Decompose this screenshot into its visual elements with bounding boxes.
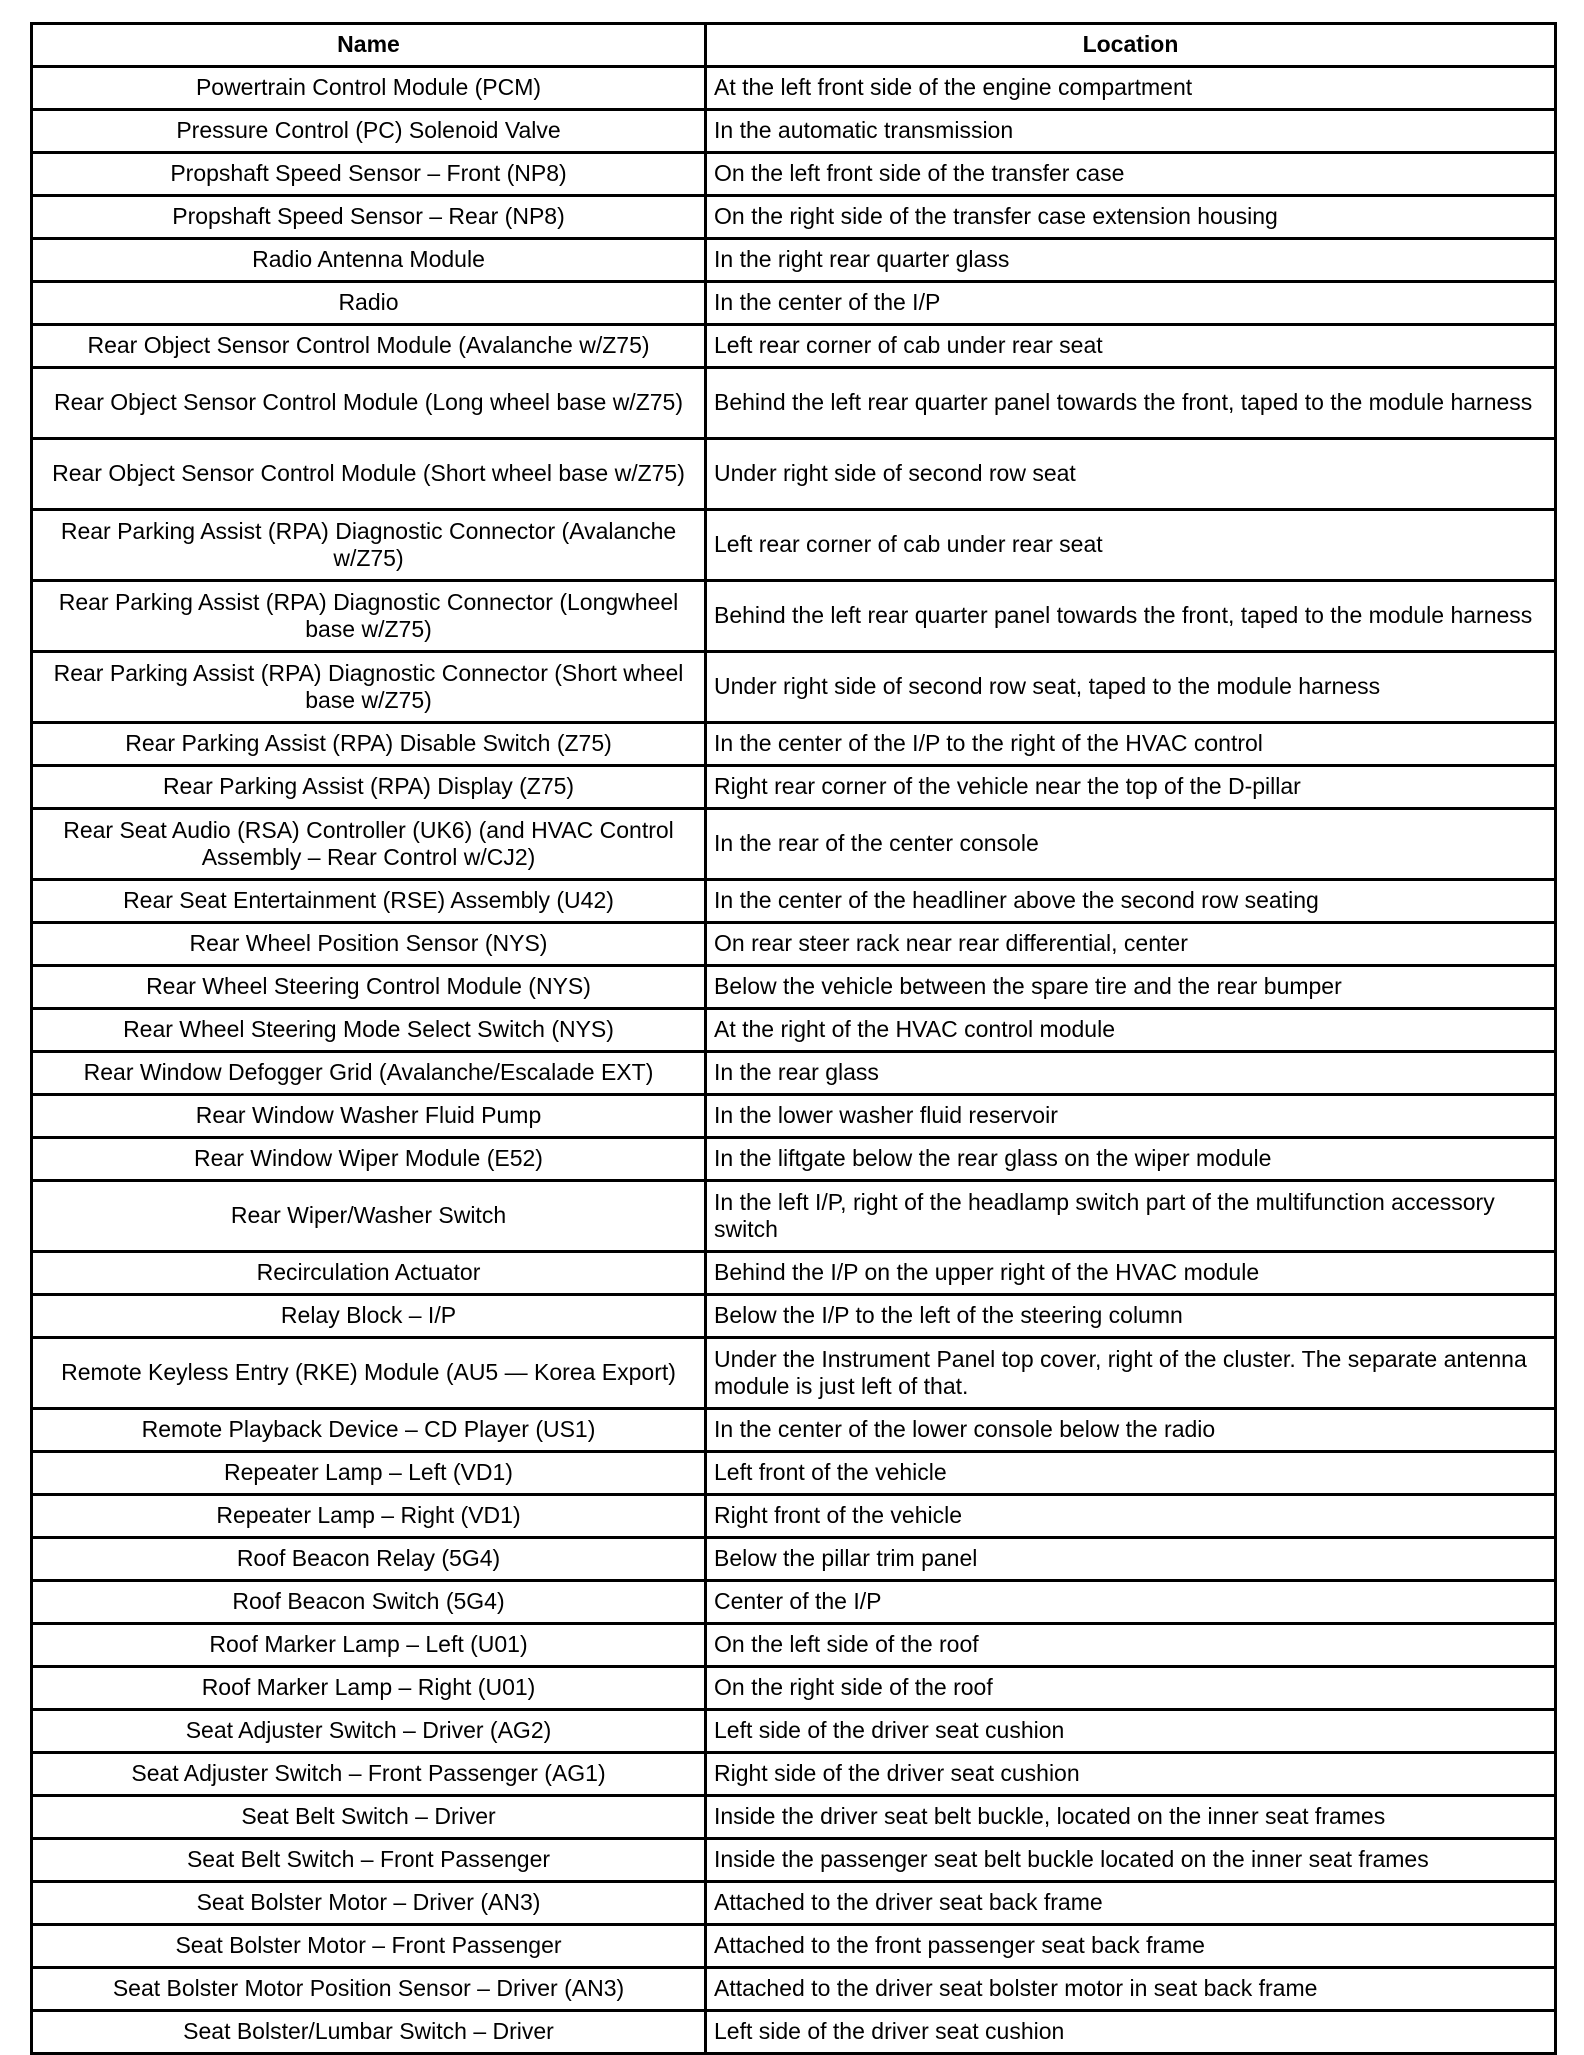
header-row	[32, 24, 1556, 67]
table-row	[32, 1968, 1556, 2011]
component-location: Behind the left rear quarter panel towards the front, taped to the module harness	[706, 581, 1556, 652]
component-name: Rear Parking Assist (RPA) Disable Switch (Z75)	[32, 723, 706, 766]
component-name: Rear Parking Assist (RPA) Diagnostic Connector (Avalanche w/Z75)	[32, 510, 706, 581]
table-row	[32, 1052, 1556, 1095]
component-location: In the right rear quarter glass	[706, 239, 1556, 282]
component-name: Propshaft Speed Sensor – Rear (NP8)	[32, 196, 706, 239]
component-location: Left rear corner of cab under rear seat	[706, 510, 1556, 581]
component-name: Rear Parking Assist (RPA) Diagnostic Connector (Longwheel base w/Z75)	[32, 581, 706, 652]
component-name: Relay Block – I/P	[32, 1295, 706, 1338]
table-row	[32, 1009, 1556, 1052]
table-row	[32, 1138, 1556, 1181]
component-name: Repeater Lamp – Left (VD1)	[32, 1452, 706, 1495]
table-row	[32, 1495, 1556, 1538]
table-row	[32, 1710, 1556, 1753]
component-name: Radio Antenna Module	[32, 239, 706, 282]
component-location: Left side of the driver seat cushion	[706, 1710, 1556, 1753]
component-name: Rear Seat Audio (RSA) Controller (UK6) (and HVAC Control Assembly – Rear Control w/CJ2)	[32, 809, 706, 880]
table-row	[32, 110, 1556, 153]
component-location: On the right side of the transfer case extension housing	[706, 196, 1556, 239]
component-name: Seat Belt Switch – Front Passenger	[32, 1839, 706, 1882]
name-column-header: Name	[32, 24, 706, 67]
table-row	[32, 1095, 1556, 1138]
component-name: Rear Object Sensor Control Module (Short wheel base w/Z75)	[32, 439, 706, 510]
component-name: Propshaft Speed Sensor – Front (NP8)	[32, 153, 706, 196]
component-name: Roof Beacon Relay (5G4)	[32, 1538, 706, 1581]
component-location: Left rear corner of cab under rear seat	[706, 325, 1556, 368]
component-name: Seat Bolster/Lumbar Switch – Driver	[32, 2011, 706, 2054]
table-row	[32, 1796, 1556, 1839]
table-row	[32, 1181, 1556, 1252]
component-name: Roof Beacon Switch (5G4)	[32, 1581, 706, 1624]
component-location: Below the I/P to the left of the steering column	[706, 1295, 1556, 1338]
component-location: Attached to the front passenger seat back frame	[706, 1925, 1556, 1968]
table-row	[32, 2011, 1556, 2054]
table-row	[32, 766, 1556, 809]
table-row	[32, 282, 1556, 325]
table-row	[32, 809, 1556, 880]
table-row	[32, 439, 1556, 510]
table-row	[32, 723, 1556, 766]
component-location: In the center of the headliner above the second row seating	[706, 880, 1556, 923]
component-location: Left side of the driver seat cushion	[706, 2011, 1556, 2054]
component-location: Under right side of second row seat	[706, 439, 1556, 510]
table-row	[32, 153, 1556, 196]
table-row	[32, 1667, 1556, 1710]
component-location: On the left side of the roof	[706, 1624, 1556, 1667]
table-row	[32, 923, 1556, 966]
component-name: Rear Wheel Position Sensor (NYS)	[32, 923, 706, 966]
component-name: Remote Keyless Entry (RKE) Module (AU5 — Korea Export)	[32, 1338, 706, 1409]
component-name: Seat Adjuster Switch – Front Passenger (AG1)	[32, 1753, 706, 1796]
component-name: Rear Parking Assist (RPA) Display (Z75)	[32, 766, 706, 809]
component-location: Attached to the driver seat bolster motor in seat back frame	[706, 1968, 1556, 2011]
component-location: Behind the I/P on the upper right of the HVAC module	[706, 1252, 1556, 1295]
table-row	[32, 239, 1556, 282]
table-row	[32, 1581, 1556, 1624]
table-row	[32, 1753, 1556, 1796]
table-row	[32, 1624, 1556, 1667]
table-row	[32, 1882, 1556, 1925]
component-location: Center of the I/P	[706, 1581, 1556, 1624]
table-row	[32, 510, 1556, 581]
component-location: In the automatic transmission	[706, 110, 1556, 153]
component-location: Below the vehicle between the spare tire and the rear bumper	[706, 966, 1556, 1009]
component-location: At the right of the HVAC control module	[706, 1009, 1556, 1052]
component-location: In the center of the lower console below the radio	[706, 1409, 1556, 1452]
component-location: At the left front side of the engine compartment	[706, 67, 1556, 110]
component-location: In the center of the I/P to the right of the HVAC control	[706, 723, 1556, 766]
component-location: Inside the driver seat belt buckle, located on the inner seat frames	[706, 1796, 1556, 1839]
component-name: Repeater Lamp – Right (VD1)	[32, 1495, 706, 1538]
component-location: In the rear glass	[706, 1052, 1556, 1095]
table-row	[32, 1839, 1556, 1882]
component-name: Rear Object Sensor Control Module (Avalanche w/Z75)	[32, 325, 706, 368]
table-row	[32, 652, 1556, 723]
component-name: Rear Window Wiper Module (E52)	[32, 1138, 706, 1181]
table-row	[32, 581, 1556, 652]
component-name: Powertrain Control Module (PCM)	[32, 67, 706, 110]
table-row	[32, 880, 1556, 923]
component-name: Seat Bolster Motor Position Sensor – Driver (AN3)	[32, 1968, 706, 2011]
component-location: In the center of the I/P	[706, 282, 1556, 325]
component-location: Right side of the driver seat cushion	[706, 1753, 1556, 1796]
component-location: In the left I/P, right of the headlamp switch part of the multifunction accessory switch	[706, 1181, 1556, 1252]
component-location: Attached to the driver seat back frame	[706, 1882, 1556, 1925]
component-name: Seat Bolster Motor – Driver (AN3)	[32, 1882, 706, 1925]
location-column-header: Location	[706, 24, 1556, 67]
component-name: Recirculation Actuator	[32, 1252, 706, 1295]
component-name: Seat Adjuster Switch – Driver (AG2)	[32, 1710, 706, 1753]
component-location: On the right side of the roof	[706, 1667, 1556, 1710]
table-row	[32, 1925, 1556, 1968]
component-name: Seat Belt Switch – Driver	[32, 1796, 706, 1839]
component-location: Behind the left rear quarter panel towards the front, taped to the module harness	[706, 368, 1556, 439]
component-location: Inside the passenger seat belt buckle located on the inner seat frames	[706, 1839, 1556, 1882]
component-name: Pressure Control (PC) Solenoid Valve	[32, 110, 706, 153]
component-name: Roof Marker Lamp – Right (U01)	[32, 1667, 706, 1710]
component-name: Rear Window Washer Fluid Pump	[32, 1095, 706, 1138]
component-location: On rear steer rack near rear differential, center	[706, 923, 1556, 966]
component-location: Under the Instrument Panel top cover, right of the cluster. The separate antenna module is just left of that.	[706, 1338, 1556, 1409]
table-row	[32, 1338, 1556, 1409]
component-location: In the lower washer fluid reservoir	[706, 1095, 1556, 1138]
component-name: Rear Wheel Steering Control Module (NYS)	[32, 966, 706, 1009]
component-name: Rear Object Sensor Control Module (Long wheel base w/Z75)	[32, 368, 706, 439]
component-name: Rear Wiper/Washer Switch	[32, 1181, 706, 1252]
component-name: Rear Parking Assist (RPA) Diagnostic Connector (Short wheel base w/Z75)	[32, 652, 706, 723]
table-row	[32, 368, 1556, 439]
table-row	[32, 1409, 1556, 1452]
component-location: On the left front side of the transfer case	[706, 153, 1556, 196]
table-row	[32, 1452, 1556, 1495]
component-name: Rear Seat Entertainment (RSE) Assembly (U42)	[32, 880, 706, 923]
component-location: In the liftgate below the rear glass on the wiper module	[706, 1138, 1556, 1181]
component-name: Roof Marker Lamp – Left (U01)	[32, 1624, 706, 1667]
component-name: Seat Bolster Motor – Front Passenger	[32, 1925, 706, 1968]
component-location: Left front of the vehicle	[706, 1452, 1556, 1495]
component-name: Rear Wheel Steering Mode Select Switch (NYS)	[32, 1009, 706, 1052]
component-locator-page	[30, 22, 1554, 2055]
component-location-table	[30, 22, 1557, 2055]
component-name: Rear Window Defogger Grid (Avalanche/Escalade EXT)	[32, 1052, 706, 1095]
table-row	[32, 325, 1556, 368]
component-location: Right rear corner of the vehicle near the top of the D-pillar	[706, 766, 1556, 809]
table-row	[32, 196, 1556, 239]
component-location: In the rear of the center console	[706, 809, 1556, 880]
table-row	[32, 966, 1556, 1009]
component-location: Under right side of second row seat, taped to the module harness	[706, 652, 1556, 723]
table-row	[32, 1538, 1556, 1581]
component-location: Below the pillar trim panel	[706, 1538, 1556, 1581]
table-row	[32, 1295, 1556, 1338]
table-row	[32, 1252, 1556, 1295]
component-location: Right front of the vehicle	[706, 1495, 1556, 1538]
table-row	[32, 67, 1556, 110]
component-name: Radio	[32, 282, 706, 325]
component-name: Remote Playback Device – CD Player (US1)	[32, 1409, 706, 1452]
